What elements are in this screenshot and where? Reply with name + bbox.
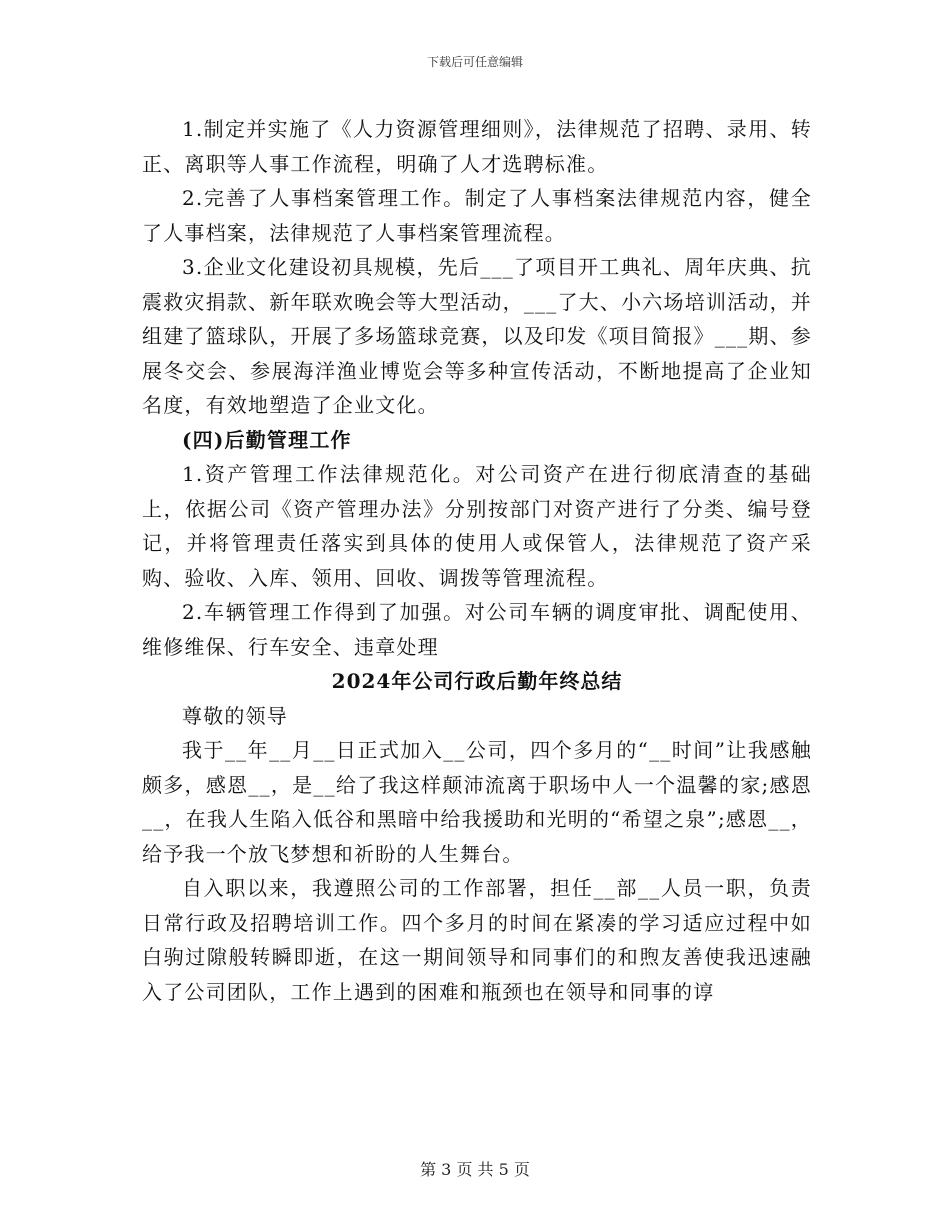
document-title: 2024年公司行政后勤年终总结 <box>331 669 623 693</box>
paragraph-work-duties: 自入职以来，我遵照公司的工作部署，担任__部__人员一职，负责日常行政及招聘培训工作。四个多月的时间在紧凑的学习适应过程中如白驹过隙般转瞬即逝，在这一期间领导和同事们的和煦友善使我迅速融入了公司团队，工作上遇到的困难和瓶颈也在领导和同事的谆 <box>142 876 812 1004</box>
paragraph-hr-archives: 2.完善了人事档案管理工作。制定了人事档案法律规范内容，健全了人事档案，法律规范了人事档案管理流程。 <box>142 186 812 245</box>
section-heading-logistics: (四)后勤管理工作 <box>182 427 352 452</box>
page-header: 下载后可任意编辑 <box>426 55 523 69</box>
paragraph-corporate-culture: 3.企业文化建设初具规模，先后___了项目开工典礼、周年庆典、抗震救灾捐款、新年联欢晚会等大型活动，___了大、小六场培训活动，并组建了篮球队，开展了多场篮球竞赛，以及印发《项目简报》___期、参展冬交会、参展海洋渔业博览会等多种宣传活动，不断地提高了企业知名度，有效地塑造了企业文化。 <box>142 255 812 417</box>
paragraph-vehicle-management: 2.车辆管理工作得到了加强。对公司车辆的调度审批、调配使用、维修维保、行车安全、违章处理 <box>142 600 812 659</box>
paragraph-hr-rules: 1.制定并实施了《人力资源管理细则》，法律规范了招聘、录用、转正、离职等人事工作流程，明确了人才选聘标准。 <box>142 117 812 176</box>
paragraph-gratitude: 我于__年__月__日正式加入__公司，四个多月的“__时间”让我感触颇多，感恩__，是__给了我这样颠沛流离于职场中人一个温馨的家;感恩__，在我人生陷入低谷和黑暗中给我援助和光明的“希望之泉”;感恩__，给予我一个放飞梦想和祈盼的人生舞台。 <box>142 738 812 866</box>
paragraph-asset-management: 1.资产管理工作法律规范化。对公司资产在进行彻底清查的基础上，依据公司《资产管理办法》分别按部门对资产进行了分类、编号登记，并将管理责任落实到具体的使用人或保管人，法律规范了资产采购、验收、入库、领用、回收、调拨等管理流程。 <box>142 462 812 590</box>
greeting: 尊敬的领导 <box>182 703 288 728</box>
document-body <box>142 112 812 1009</box>
page-number: 第 3 页 共 5 页 <box>420 1160 530 1179</box>
